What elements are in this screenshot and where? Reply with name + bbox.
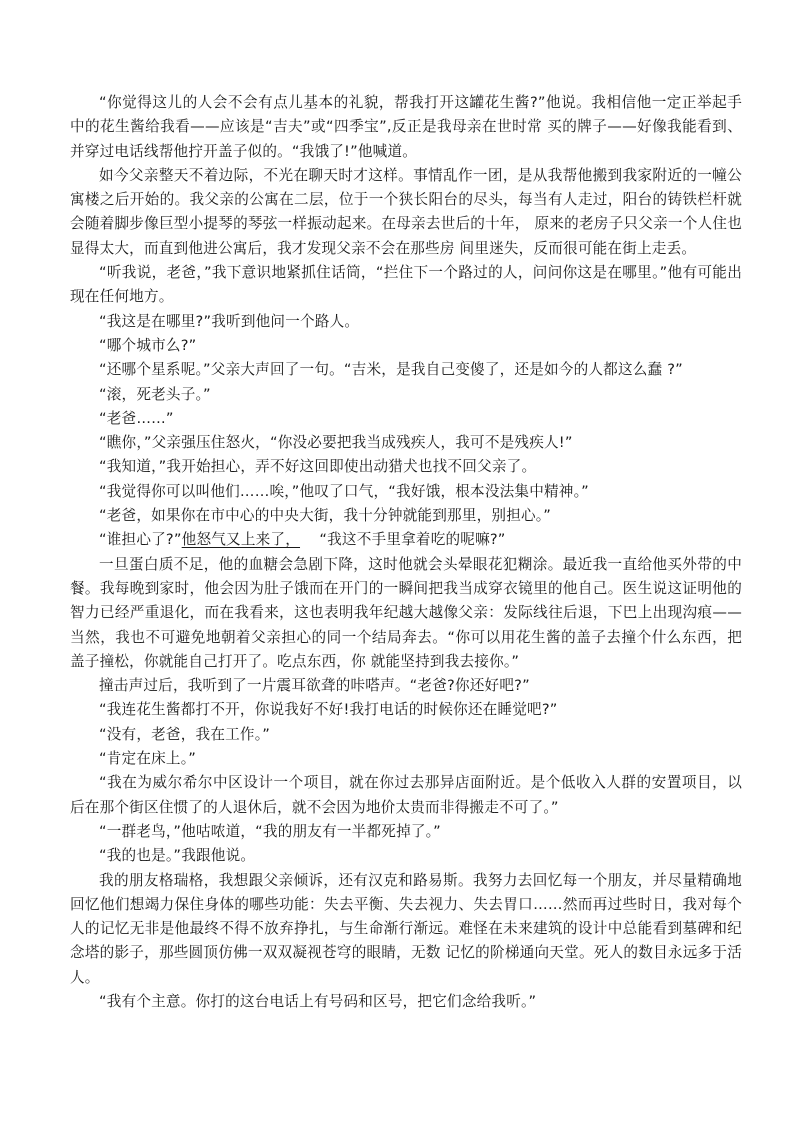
paragraph: “老爸，如果你在市中心的中央大街，我十分钟就能到那里，别担心。” (99, 507, 552, 525)
paragraph: “老爸……” (99, 409, 174, 427)
paragraph: “我觉得你可以叫他们……唉，”他叹了口气，“我好饿，根本没法集中精神。” (99, 482, 589, 500)
paragraph: “我这是在哪里?”我听到他问一个路人。 (99, 312, 360, 330)
paragraph: 一旦蛋白质不足，他的血糖会急剧下降，这时他就会头晕眼花犯糊涂。最近我一直给他买外带的中餐。我每晚到家时，他会因为肚子饿而在开门的一瞬间把我当成穿衣镜里的他自己。医生说这证明他的智力已经严重退化，而在我看来，这也表明我年纪越大越像父亲：发际线往后退，下巴上出现沟痕——当然，我也不可避免地朝着父亲担心的同一个结局奔去。“你可以用花生酱的盖子去撞个什么东西，把盖子撞松，你就能自己打开了。吃点东西，你 就能坚持到我去接你。” (70, 555, 742, 670)
paragraph: “我在为威尔希尔中区设计一个项目，就在你过去那异店面附近。是个低收入人群的安置项目，以后在那个街区住惯了的人退休后，就不会因为地价太贵而非得搬走不可了。” (70, 774, 742, 816)
paragraph: “我有个主意。你打的这台电话上有号码和区号，把它们念给我听。” (99, 992, 537, 1010)
paragraph: “我连花生酱都打不开，你说我好不好!我打电话的时候你还在睡觉吧?” (99, 701, 558, 719)
paragraph: 如今父亲整天不着边际，不光在聊天时才这样。事情乱作一团，是从我帮他搬到我家附近的一幢公寓楼之后开始的。我父亲的公寓在二层，位于一个狭长阳台的尽头，每当有人走过，阳台的铸铁栏杆就会随着脚步像巨型小提琴的琴弦一样振动起来。在母亲去世后的十年， 原来的老房子只父亲一个人住也显得太大，而直到他进公寓后，我才发现父亲不会在那些房 间里迷失，反而很可能在街上走丢。 (70, 166, 742, 257)
paragraph: “听我说，老爸，”我下意识地紧抓住话筒，“拦住下一个路过的人，问问你这是在哪里。”他有可能出现在任何地方。 (70, 264, 742, 306)
paragraph: “没有，老爸，我在工作。” (99, 725, 270, 743)
underlined-text: 他怒气又上来了， (181, 531, 301, 549)
paragraph: “我知道，”我开始担心，弄不好这回即使出动猎犬也找不回父亲了。 (99, 458, 537, 476)
paragraph: 撞击声过后，我听到了一片震耳欲聋的咔嗒声。“老爸?你还好吧?” (99, 677, 530, 695)
paragraph: “一群老鸟，”他咕哝道，“我的朋友有一半都死掉了。” (99, 822, 441, 840)
paragraph: “你觉得这儿的人会不会有点儿基本的礼貌，帮我打开这罐花生酱?”他说。我相信他一定正举起手中的花生酱给我看——应该是“吉夫”或“四季宝”,反正是我母亲在世时常 买的牌子——好像我能看到、并穿过电话线帮他拧开盖子似的。“我饿了!”他喊道。 (70, 94, 742, 160)
paragraph: “我的也是。”我跟他说。 (99, 847, 256, 865)
paragraph: “哪个城市么?” (99, 336, 197, 354)
document-page (70, 91, 742, 1014)
paragraph: “滚，死老头子。” (99, 385, 211, 403)
paragraph: 我的朋友格瑞格，我想跟父亲倾诉，还有汉克和路易斯。我努力去回忆每一个朋友，并尽量精确地回忆他们想竭力保住身体的哪些功能：失去平衡、失去视力、失去胃口……然而再过些时日，我对每个人的记忆无非是他最终不得不放弃挣扎，与生命渐行渐远。难怪在未来建筑的设计中总能看到墓碑和纪念塔的影子，那些圆顶仿佛一双双凝视苍穹的眼睛，无数 记忆的阶梯通向天堂。死人的数目永远多于活人。 (70, 871, 742, 986)
paragraph-underlined: “谁担心了?”他怒气又上来了， “我这不手里拿着吃的呢嘛?” (99, 531, 506, 549)
paragraph: “肯定在床上。” (99, 750, 196, 768)
paragraph: “还哪个星系呢。”父亲大声回了一句。“吉米，是我自己变傻了，还是如今的人都这么蠢 ?” (99, 361, 683, 379)
paragraph: “瞧你，”父亲强压住怒火，“你没必要把我当成残疾人，我可不是残疾人!” (99, 434, 573, 452)
